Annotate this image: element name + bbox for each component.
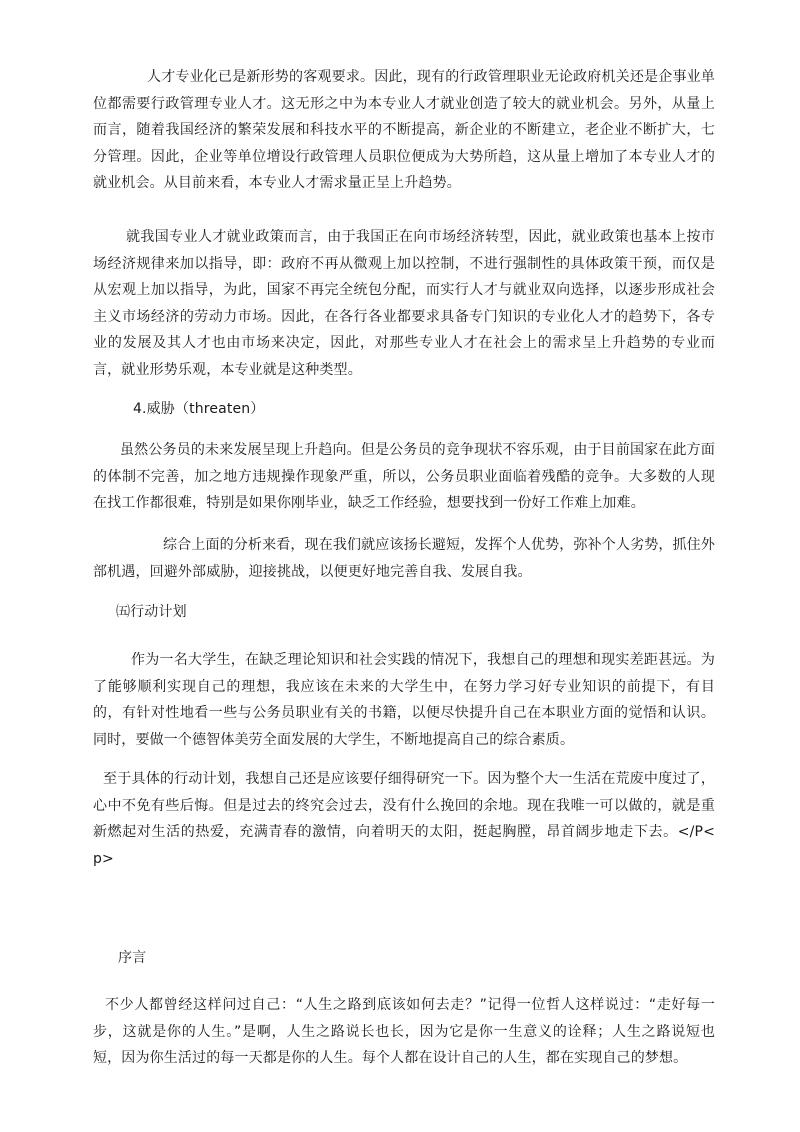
heading-threat: 4.威胁（threaten） (133, 401, 265, 417)
heading-preface: 序言 (118, 950, 147, 966)
paragraph-talent-specialization: 人才专业化已是新形势的客观要求。因此，现有的行政管理职业无论政府机关还是企事业单位都需要行政管理专业人才。这无形之中为本专业人才就业创造了较大的就业机会。另外，从量上而言，随着我国经济的繁荣发展和科技水平的不断提高，新企业的不断建立，老企业不断扩大，七分管理。因此，企业等单位增设行政管理人员职位便成为大势所趋，这从量上增加了本专业人才的就业机会。从目前来看，本专业人才需求量正呈上升趋势。 (93, 69, 715, 191)
paragraph-analysis-summary: 综合上面的分析来看，现在我们就应该扬长避短，发挥个人优势，弥补个人劣势，抓住外部机遇，回避外部威胁，迎接挑战，以便更好地完善自我、发展自我。 (93, 537, 715, 580)
paragraph-student-goals: 作为一名大学生，在缺乏理论知识和社会实践的情况下，我想自己的理想和现实差距甚远。为了能够顺利实现自己的理想，我应该在未来的大学生中，在努力学习好专业知识的前提下，有目的，有针对性地看一些与公务员职业有关的书籍，以便尽快提升自己在本职业方面的觉悟和认识。同时，要做一个德智体美劳全面发展的大学生，不断地提高自己的综合素质。 (93, 652, 715, 748)
paragraph-concrete-plan: 至于具体的行动计划，我想自己还是应该要仔细得研究一下。因为整个大一生活在荒废中度过了，心中不免有些后悔。但是过去的终究会过去，没有什么挽回的余地。现在我唯一可以做的，就是重新燃起对生活的热爱，充满青春的激情，向着明天的太阳，挺起胸膛，昂首阔步地走下去。</P< p> (93, 771, 715, 867)
paragraph-civil-servant-competition: 虽然公务员的未来发展呈现上升趋向。但是公务员的竞争现状不容乐观，由于目前国家在此方面的体制不完善，加之地方违规操作现象严重，所以，公务员职业面临着残酷的竞争。大多数的人现在找工作都很难，特别是如果你刚毕业，缺乏工作经验，想要找到一份好工作难上加难。 (93, 442, 715, 511)
heading-action-plan: ㈤行动计划 (116, 604, 187, 620)
paragraph-life-path: 不少人都曾经这样问过自己：“人生之路到底该如何去走？”记得一位哲人这样说过：“走好每一步，这就是你的人生。”是啊，人生之路说长也长，因为它是你一生意义的诠释；人生之路说短也短，因为你生活过的每一天都是你的人生。每个人都在设计自己的人生，都在实现自己的梦想。 (93, 997, 715, 1066)
paragraph-employment-policy: 就我国专业人才就业政策而言，由于我国正在向市场经济转型，因此，就业政策也基本上按市场经济规律来加以指导，即：政府不再从微观上加以控制，不进行强制性的具体政策干预，而仅是从宏观上加以指导，为此，国家不再完全统包分配，而实行人才与就业双向选择，以逐步形成社会主义市场经济的劳动力市场。因此，在各行各业都要求具备专门知识的专业化人才的趋势下，各专业的发展及其人才也由市场来决定，因此，对那些专业人才在社会上的需求呈上升趋势的专业而言，就业形势乐观，本专业就是这种类型。 (93, 229, 715, 378)
